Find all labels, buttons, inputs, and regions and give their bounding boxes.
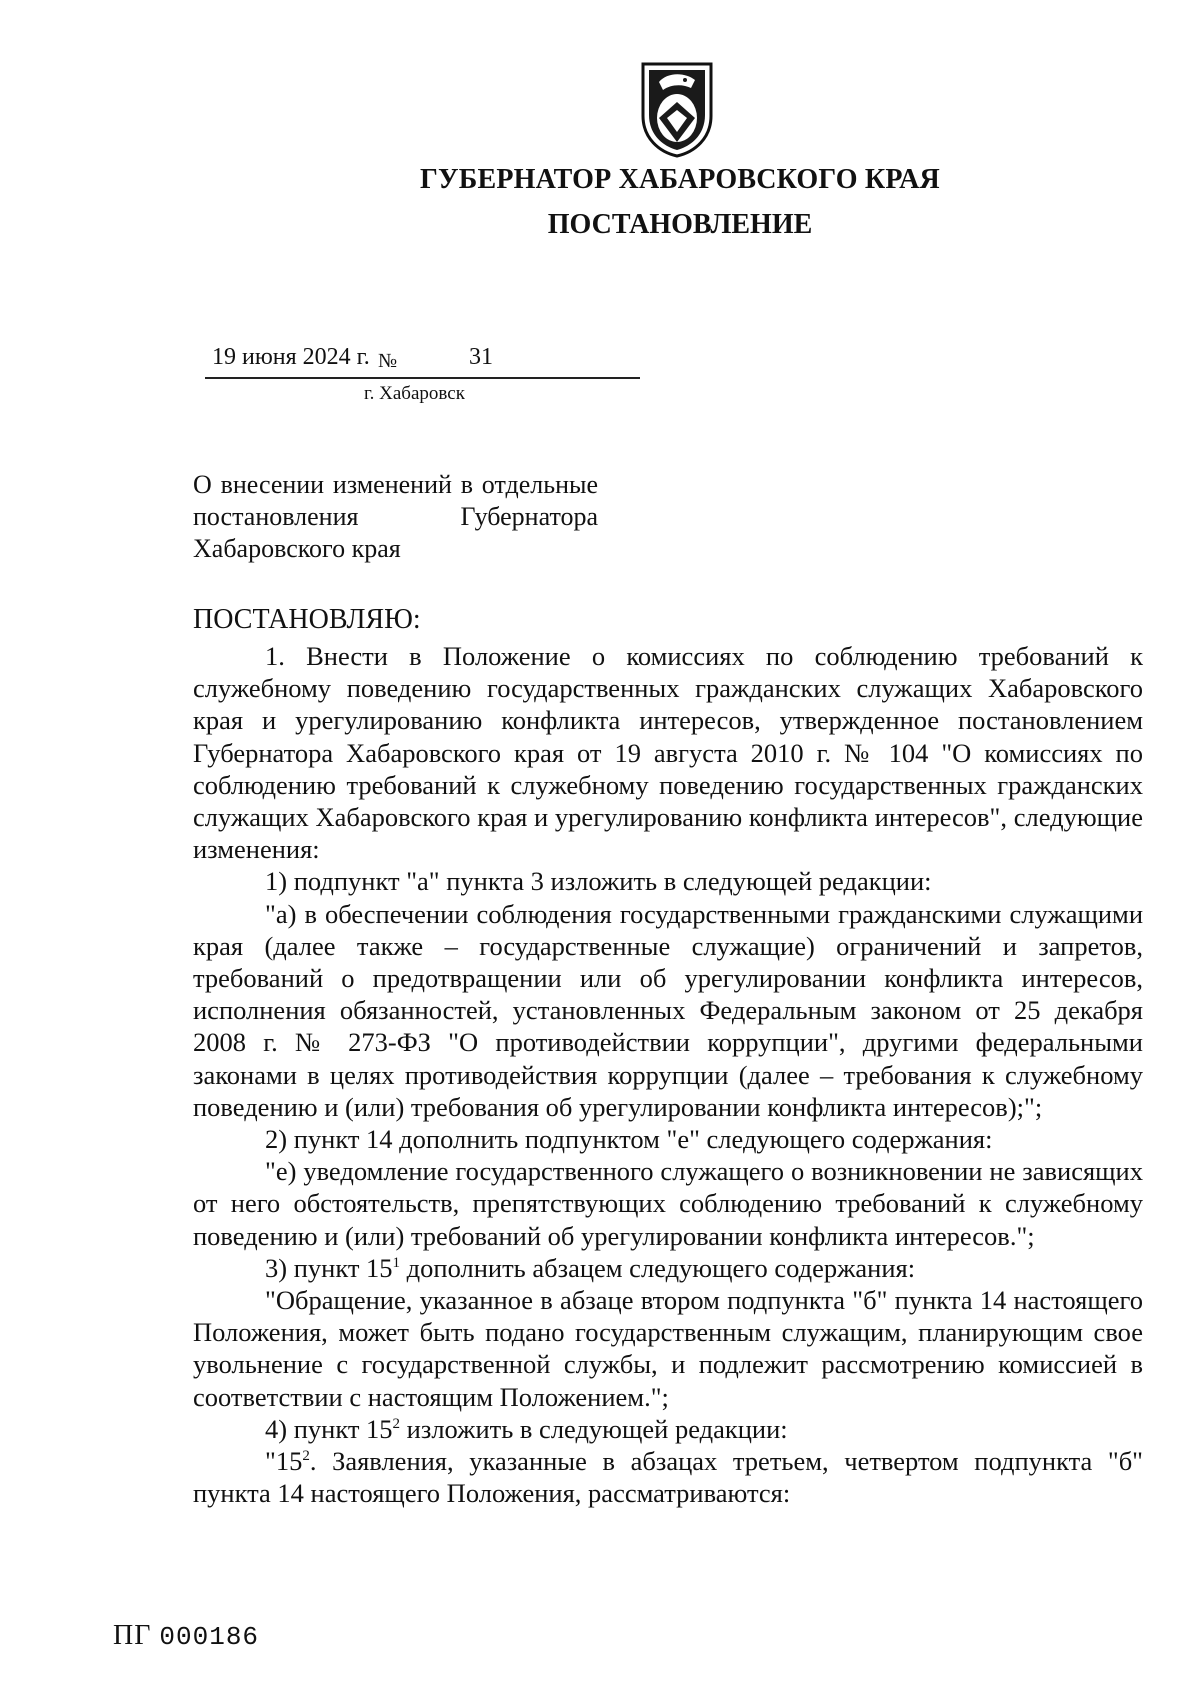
body-paragraph — [193, 1413, 1143, 1445]
form-serial-number — [113, 1620, 259, 1652]
text-run: 4) пункт 15 — [265, 1413, 393, 1444]
text-run: изложить в следующей редакции: — [400, 1413, 788, 1444]
issuing-authority: ГУБЕРНАТОР ХАБАРОВСКОГО КРАЯ — [420, 164, 940, 195]
document-subject: О внесении изменений в отдельные постановления Губернатора Хабаровского края — [193, 470, 598, 563]
form-code: 000186 — [159, 1622, 260, 1652]
body-paragraph: "е) уведомление государственного служащего о возникновении не зависящих от него обстоятельств, препятствующих соблюдению требований к служебному поведению и (или) требований об урегулировании конфликта интересов."; — [193, 1156, 1143, 1251]
body-paragraph: 2) пункт 14 дополнить подпунктом "е" следующего содержания: — [265, 1124, 993, 1155]
place-of-issue: г. Хабаровск — [364, 383, 465, 404]
body-paragraph: 1) подпункт "а" пункта 3 изложить в следующей редакции: — [265, 866, 932, 897]
document-body — [193, 640, 1143, 1509]
resolve-heading: ПОСТАНОВЛЯЮ: — [193, 604, 421, 635]
text-run: "15 — [265, 1446, 303, 1477]
date-number-underline — [205, 377, 640, 379]
text-run: . Заявления, указанные в абзацах третьем, четвертом подпункта "б" пункта 14 настоящего Положения, рассматриваются: — [193, 1446, 1143, 1509]
body-paragraph — [193, 1252, 1143, 1284]
number-sign: № — [378, 350, 398, 372]
superscript: 2 — [392, 1416, 401, 1433]
document-type: ПОСТАНОВЛЕНИЕ — [547, 209, 813, 240]
document-number: 31 — [469, 344, 493, 370]
body-paragraph: "а) в обеспечении соблюдения государственными гражданскими служащими края (далее также – государственные служащие) ограничений и запретов, требований о предотвращении или об урегулировании конфликта интересов, исполнения обязанностей, установленных Федеральным законом от 25 декабря 2008 г. № 273-ФЗ "О противодействии коррупции", другими федеральными законами в целях противодействия коррупции (далее – требования к служебному поведению и (или) требования об урегулировании конфликта интересов);"; — [193, 898, 1143, 1122]
coat-of-arms-emblem — [637, 58, 717, 158]
body-paragraph: "Обращение, указанное в абзаце втором подпункта "б" пункта 14 настоящего Положения, может быть подано государственным служащим, планирующим свое увольнение с государственной службы, и подлежит рассмотрению комиссией в соответствии с настоящим Положением."; — [193, 1285, 1143, 1412]
text-run: 3) пункт 15 — [265, 1252, 393, 1283]
superscript: 1 — [392, 1255, 401, 1272]
body-paragraph: 1. Внести в Положение о комиссиях по соблюдению требований к служебному поведению государственных гражданских служащих Хабаровского края и урегулированию конфликта интересов, утвержденное постановлением Губернатора Хабаровского края от 19 августа 2010 г. № 104 "О комиссиях по соблюдению требований к служебному поведению государственных гражданских служащих Хабаровского края и урегулированию конфликта интересов", следующие изменения: — [193, 641, 1143, 865]
body-paragraph — [193, 1445, 1143, 1509]
text-run: дополнить абзацем следующего содержания: — [400, 1252, 916, 1283]
superscript: 2 — [302, 1448, 310, 1465]
document-date: 19 июня 2024 г. — [212, 344, 370, 370]
form-prefix: ПГ — [113, 1620, 152, 1651]
